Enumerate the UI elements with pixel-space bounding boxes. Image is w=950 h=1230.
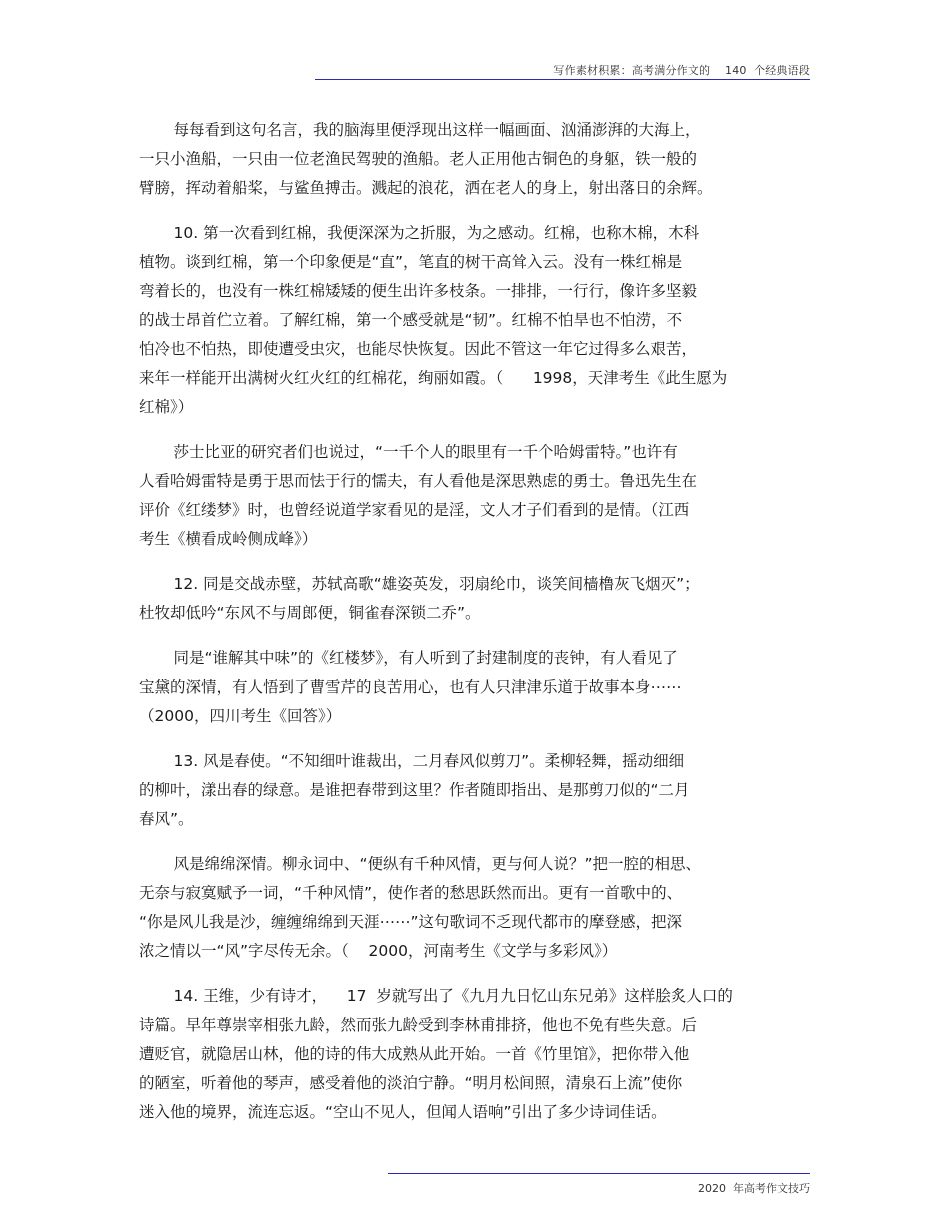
text-line: 风是绵绵深情。柳永词中、“便纵有千种风情，更与何人说？”把一腔的相思、 [139,855,702,873]
paragraph-wind-affection [139,850,811,966]
text-line: “你是风儿我是沙，缠缠绵绵到天涯⋯⋯”这句歌词不乏现代都市的摩登感，把深 [139,913,683,931]
text-line: 红棉》） [139,398,194,416]
paragraph-13-spring-wind [139,747,811,834]
page-header: 写作素材积累：高考满分作文的 140 个经典语段 [553,64,810,77]
text-line: 的战士昂首伫立着。了解红棉，第一个感受就是“韧”。红棉不怕旱也不怕涝，不 [139,311,683,329]
text-line: 莎士比亚的研究者们也说过，“一千个人的眼里有一千个哈姆雷特。”也许有 [139,443,678,461]
text-line: （2000，四川考生《回答》） [139,707,342,725]
text-line: 迷入他的境界，流连忘返。“空山不见人，但闻人语响”引出了多少诗词佳话。 [139,1103,667,1121]
footer-rule [388,1173,810,1174]
text-line: 人看哈姆雷特是勇于思而怯于行的懦夫，有人看他是深思熟虑的勇士。鲁迅先生在 [139,472,698,490]
paragraph-14-wang-wei [139,982,811,1127]
paragraph-hamlet [139,438,811,554]
text-line: 浓之情以一“风”字尽传无余。（ 2000，河南考生《文学与多彩风》） [139,942,618,960]
text-line: 的柳叶，漾出春的绿意。是谁把春带到这里？作者随即指出、是那剪刀似的“二月 [139,781,690,799]
text-line: 无奈与寂寞赋予一词，“千种风情”，使作者的愁思跃然而出。更有一首歌中的、 [139,884,683,902]
page-footer: 2020 年高考作文技巧 [698,1182,810,1195]
text-line: 12. 同是交战赤壁，苏轼高歌“雄姿英发，羽扇纶巾，谈笑间樯橹灰飞烟灭”； [139,575,700,593]
paragraph-red-mansion [139,644,811,731]
document-body [139,116,811,1143]
paragraph-10-red-kapok [139,219,811,422]
text-line: 13. 风是春使。“不知细叶谁裁出，二月春风似剪刀”。柔柳轻舞，摇动细细 [139,752,685,770]
text-line: 每每看到这句名言，我的脑海里便浮现出这样一幅画面、汹涌澎湃的大海上， [139,121,701,139]
text-line: 考生《横看成岭侧成峰》） [139,530,318,548]
text-line: 春风”。 [139,810,194,828]
text-line: 10. 第一次看到红棉，我便深深为之折服，为之感动。红棉，也称木棉，木科 [139,224,700,242]
paragraph-12-red-cliff [139,570,811,628]
text-line: 同是“谁解其中味”的《红楼梦》，有人听到了封建制度的丧钟，有人看见了 [139,649,678,667]
text-line: 植物。谈到红棉，第一个印象便是“直”，笔直的树干高耸入云。没有一株红棉是 [139,253,683,271]
text-line: 杜牧却低吟“东风不与周郎便，铜雀春深锁二乔”。 [139,604,481,622]
text-line: 的陋室，听着他的琴声，感受着他的淡泊宁静。“明月松间照，清泉石上流”使你 [139,1074,683,1092]
text-line: 评价《红缕梦》时，也曾经说道学家看见的是淫，文人才子们看到的是情。（江西 [139,501,690,519]
text-line: 14. 王维，少有诗才， 17 岁就写出了《九月九日忆山东兄弟》这样脍炙人口的 [139,987,733,1005]
text-line: 怕冷也不怕热，即使遭受虫灾，也能尽快恢复。因此不管这一年它过得多么艰苦， [139,340,698,358]
text-line: 遭贬官，就隐居山林，他的诗的伟大成熟从此开始。一首《竹里馆》，把你带入他 [139,1045,690,1063]
text-line: 来年一样能开出满树火红火红的红棉花，绚丽如霞。（ 1998，天津考生《此生愿为 [139,369,728,387]
text-line: 一只小渔船，一只由一位老渔民驾驶的渔船。老人正用他古铜色的身躯，铁一般的 [139,150,698,168]
paragraph-old-fisherman [139,116,811,203]
text-line: 宝黛的深情，有人悟到了曹雪芹的良苦用心，也有人只津津乐道于故事本身⋯⋯ [139,678,682,696]
text-line: 诗篇。早年尊崇宰相张九龄，然而张九龄受到李林甫排挤，他也不免有些失意。后 [139,1016,698,1034]
header-rule [315,79,810,80]
text-line: 臂膀，挥动着船桨，与鲨鱼搏击。溅起的浪花，洒在老人的身上，射出落日的余辉。 [139,179,713,197]
text-line: 弯着长的，也没有一株红棉矮矮的便生出许多枝条。一排排，一行行，像许多坚毅 [139,282,698,300]
